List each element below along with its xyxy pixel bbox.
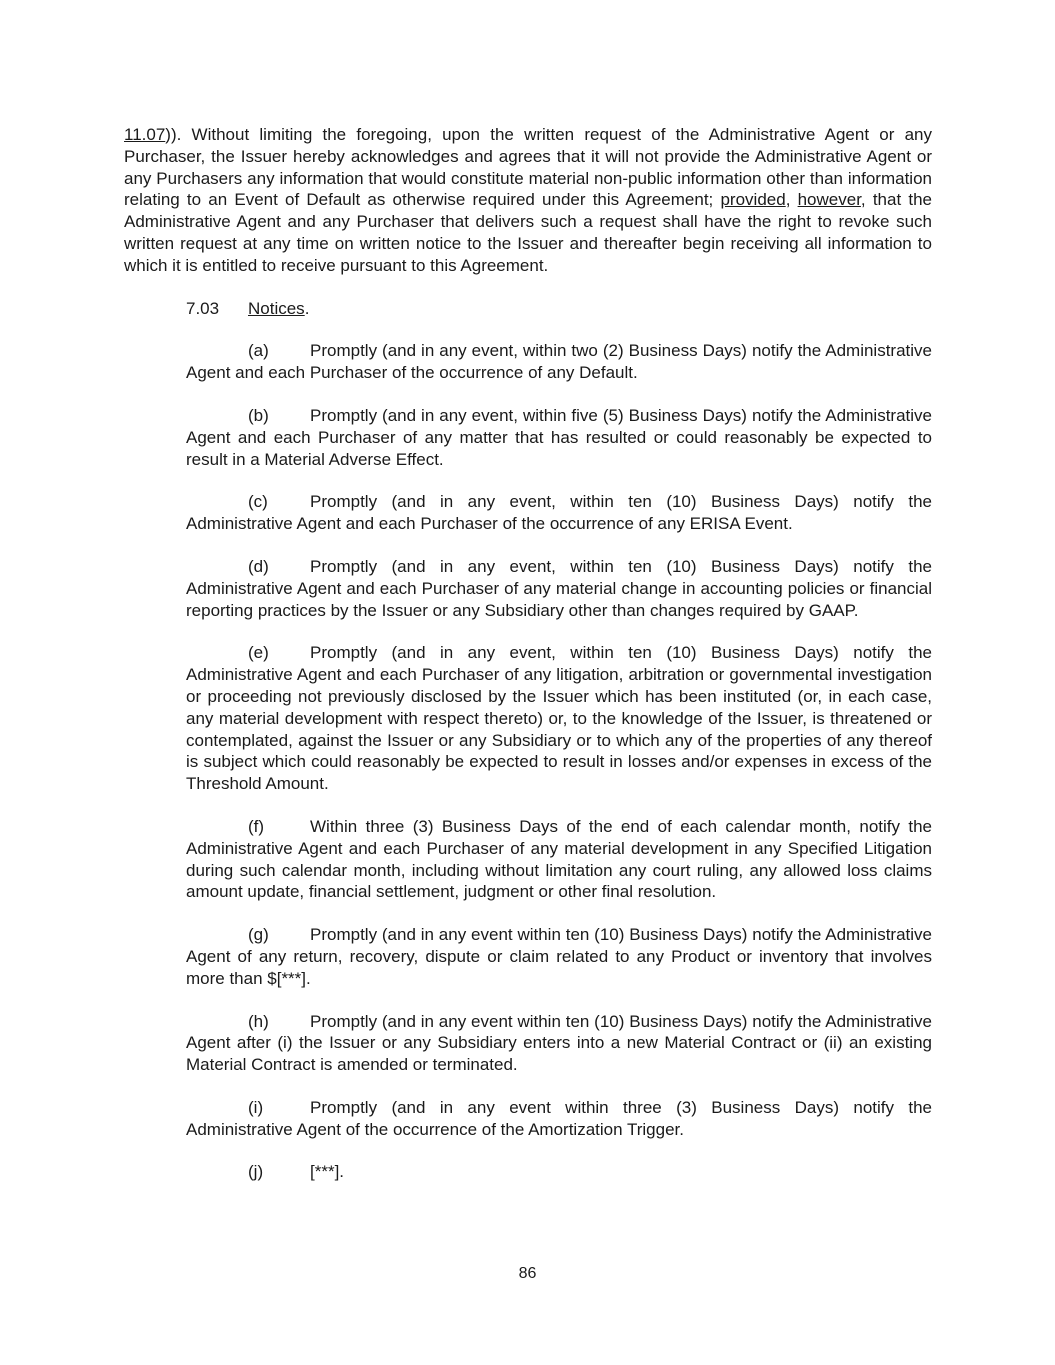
item-text: Promptly (and in any event, within ten (10) Business Days) notify the Administrative Agent and each Purchaser of any material change in accounting policies or financial reporting practices by the Issuer or any Subsidiary other than changes required by GAAP. [186,556,932,620]
document-page [124,124,932,1204]
section-title: Notices [248,298,305,318]
item-text: Promptly (and in any event, within ten (10) Business Days) notify the Administrative Agent and each Purchaser of any litigation, arbitration or governmental investigation or proceeding not previously disclosed by the Issuer which has been instituted (or, in each case, any material development with respect thereto) or, to the knowledge of the Issuer, is threatened or contemplated, against the Issuer or any Subsidiary or to which any of the properties of any thereof is subject which could reasonably be expected to result in losses and/or expenses in excess of the Threshold Amount. [186,643,932,794]
item-label: (h) [248,1011,269,1031]
notice-item-c [186,491,932,535]
page-number: 86 [518,1265,537,1282]
intro-paragraph: 11.07)). Without limiting the foregoing, upon the written request of the Administrative Agent or any Purchaser, the Issuer hereby acknowledges and agrees that it will not provide the Administrative Agent or any Purchasers any information that would constitute material non-public information other than information relating to an Event of Default as otherwise required under this Agreement; provided, however, that the Administrative Agent and any Purchaser that delivers such a request shall have the right to revoke such written request at any time on written notice to the Issuer and thereafter begin receiving all information to which it is entitled to receive pursuant to this Agreement. [124,125,932,275]
item-text: Within three (3) Business Days of the end of each calendar month, notify the Administrative Agent and each Purchaser of any material development in any Specified Litigation during such calendar month, including without limitation any court ruling, any allowed loss claims amount update, financial settlement, judgment or other final resolution. [186,816,932,902]
however-term: however [797,190,861,210]
notice-item-j [186,1161,932,1183]
item-text: Promptly (and in any event, within two (2) Business Days) notify the Administrative Agent and each Purchaser of the occurrence of any Default. [186,341,932,383]
provided-term: provided [720,190,786,210]
item-label: (e) [248,643,269,663]
section-reference: 11.07 [124,125,166,144]
section-heading: 7.03 Notices. [186,298,310,318]
notice-item-a [186,340,932,384]
item-label: (d) [248,556,269,576]
item-label: (b) [248,405,269,425]
item-label: (i) [248,1097,264,1117]
item-text: Promptly (and in any event, within five (5) Business Days) notify the Administrative Agent and each Purchaser of any matter that has resulted or could reasonably be expected to result in a Material Adverse Effect. [186,405,932,469]
item-text: Promptly (and in any event within ten (10) Business Days) notify the Administrative Agent of any return, recovery, dispute or claim related to any Product or inventory that involves more than $[***]. [186,925,932,988]
item-label: (c) [248,492,268,512]
notice-item-h [186,1011,932,1076]
item-text: Promptly (and in any event within ten (10) Business Days) notify the Administrative Agent after (i) the Issuer or any Subsidiary enters into a new Material Contract or (ii) an existing Material Contract is amended or terminated. [186,1011,932,1075]
item-label: (j) [248,1162,264,1182]
notice-item-g [186,924,932,989]
notice-item-e [186,642,932,795]
notice-item-i [186,1097,932,1141]
notice-item-b [186,405,932,470]
section-number: 7.03 [186,298,220,318]
item-text: Promptly (and in any event, within ten (10) Business Days) notify the Administrative Agent and each Purchaser of the occurrence of any ERISA Event. [186,492,932,534]
item-label: (g) [248,925,269,945]
item-label: (a) [248,341,269,361]
item-text: [***]. [310,1162,345,1182]
item-text: Promptly (and in any event within three (3) Business Days) notify the Administrative Agent of the occurrence of the Amortization Trigger. [186,1097,932,1139]
item-label: (f) [248,816,265,836]
notice-item-f [186,816,932,903]
notice-item-d [186,556,932,621]
